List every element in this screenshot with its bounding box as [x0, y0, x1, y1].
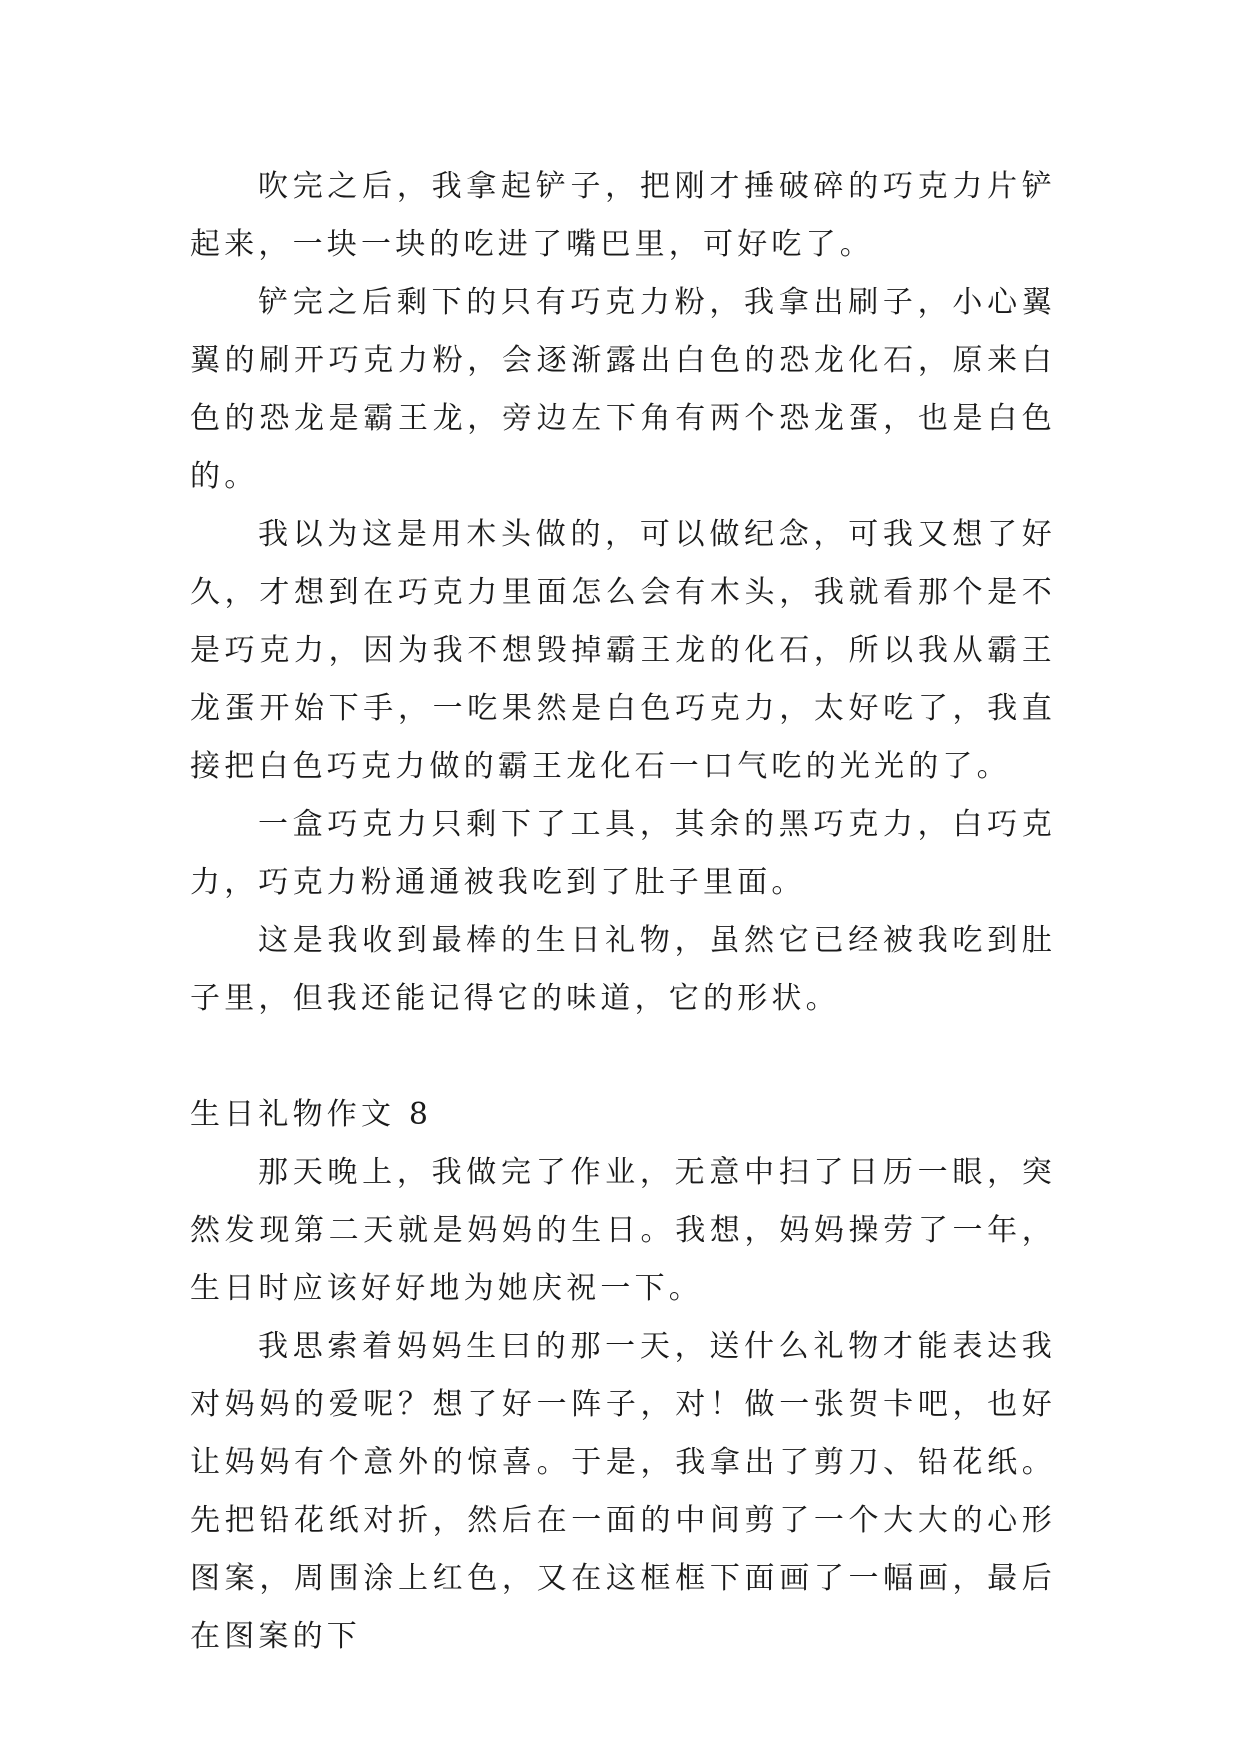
document-page [190, 158, 1056, 1666]
paragraph: 一盒巧克力只剩下了工具，其余的黑巧克力，白巧克力，巧克力粉通通被我吃到了肚子里面。 [190, 807, 1056, 900]
paragraph: 我思索着妈妈生曰的那一天，送什么礼物才能表达我对妈妈的爱呢？想了好一阵子，对！做一张贺卡吧，也好让妈妈有个意外的惊喜。于是，我拿出了剪刀、铅花纸。先把铅花纸对折，然后在一面的中间剪了一个大大的心形图案，周围涂上红色，又在这框框下面画了一幅画，最后在图案的下 [190, 1329, 1056, 1654]
section-title: 生日礼物作文 8 [190, 1097, 433, 1132]
section-spacer [190, 1028, 1056, 1086]
paragraph: 这是我收到最棒的生日礼物，虽然它已经被我吃到肚子里，但我还能记得它的味道，它的形状。 [190, 923, 1056, 1016]
paragraph: 铲完之后剩下的只有巧克力粉，我拿出刷子，小心翼翼的刷开巧克力粉，会逐渐露出白色的恐龙化石，原来白色的恐龙是霸王龙，旁边左下角有两个恐龙蛋，也是白色的。 [190, 285, 1056, 494]
paragraph: 我以为这是用木头做的，可以做纪念，可我又想了好久，才想到在巧克力里面怎么会有木头，我就看那个是不是巧克力，因为我不想毁掉霸王龙的化石，所以我从霸王龙蛋开始下手，一吃果然是白色巧克力，太好吃了，我直接把白色巧克力做的霸王龙化石一口气吃的光光的了。 [190, 517, 1056, 784]
paragraph: 吹完之后，我拿起铲子，把刚才捶破碎的巧克力片铲起来，一块一块的吃进了嘴巴里，可好吃了。 [190, 169, 1056, 262]
paragraph: 那天晚上，我做完了作业，无意中扫了日历一眼，突然发现第二天就是妈妈的生日。我想，妈妈操劳了一年，生日时应该好好地为她庆祝一下。 [190, 1155, 1056, 1306]
